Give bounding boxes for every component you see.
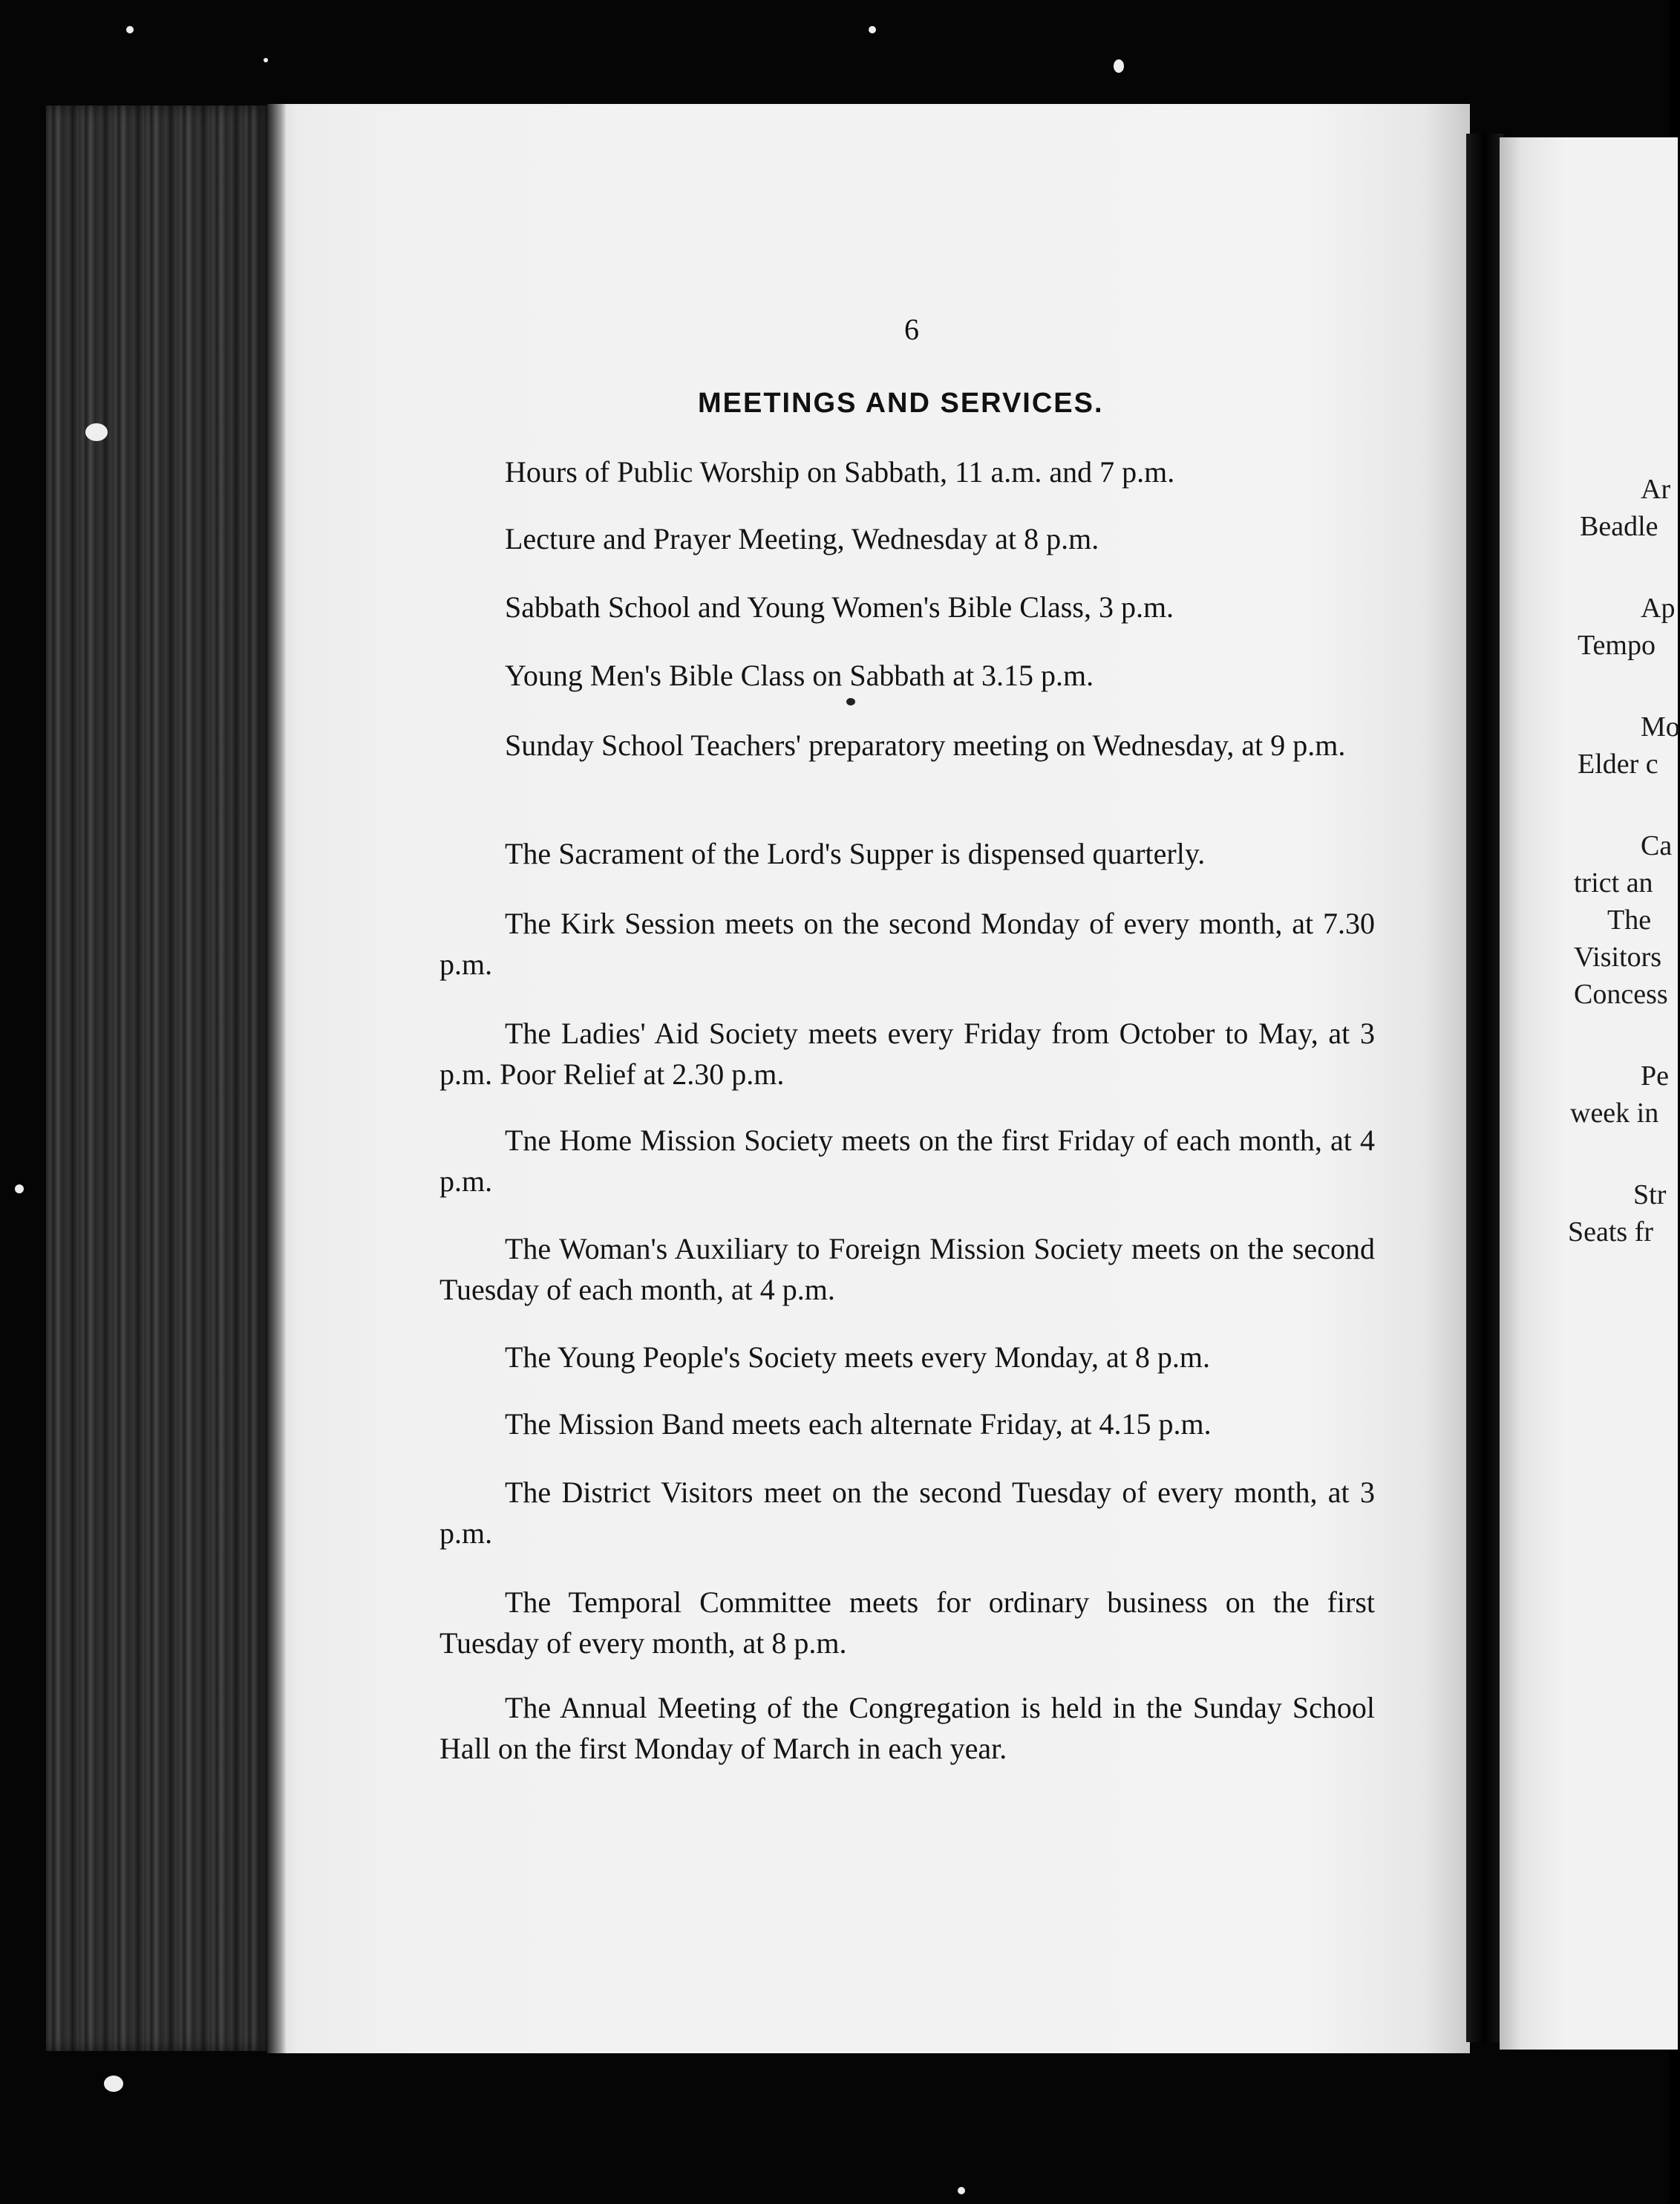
paragraph: The Mission Band meets each alternate Friday, at 4.15 p.m. bbox=[505, 1407, 1212, 1441]
facing-fragment: Ca bbox=[1641, 830, 1673, 861]
paragraph: The Young People's Society meets every Monday, at 8 p.m. bbox=[505, 1340, 1211, 1374]
paragraph: Sabbath School and Young Women's Bible Class, 3 p.m. bbox=[505, 590, 1174, 624]
book-gutter bbox=[1466, 134, 1503, 2042]
facing-fragment: Beadle bbox=[1580, 511, 1658, 542]
facing-fragment: Visitors bbox=[1574, 942, 1662, 973]
paragraph: The District Visitors meet on the second Tuesday of every month, at 3 p.m. bbox=[439, 1476, 1375, 1550]
section-heading: MEETINGS AND SERVICES. bbox=[698, 388, 1104, 419]
facing-fragment: Mo bbox=[1641, 711, 1680, 743]
paragraph: Lecture and Prayer Meeting, Wednesday at 8 p.m. bbox=[505, 522, 1099, 555]
facing-fragment: Concess bbox=[1574, 979, 1668, 1010]
scan-speck bbox=[846, 698, 855, 705]
paragraph: The Ladies' Aid Society meets every Friday from October to May, at 3 p.m. Poor Relief at 2.30 p.m. bbox=[439, 1017, 1375, 1091]
facing-fragment: Ap bbox=[1641, 593, 1676, 624]
scan-speck bbox=[85, 423, 108, 441]
facing-fragment: week in bbox=[1570, 1098, 1659, 1129]
scan-speck bbox=[126, 26, 134, 33]
facing-fragment: Ar bbox=[1641, 474, 1671, 505]
facing-fragment: Str bbox=[1633, 1179, 1667, 1210]
scan-speck bbox=[104, 2076, 123, 2092]
paragraph: The Annual Meeting of the Congregation is held in the Sunday School Hall on the first Monday of March in each year. bbox=[439, 1691, 1375, 1765]
paragraph: The Temporal Committee meets for ordinary business on the first Tuesday of every month, at 8 p.m. bbox=[439, 1585, 1375, 1660]
facing-fragment: Seats fr bbox=[1568, 1216, 1654, 1248]
paragraph: Young Men's Bible Class on Sabbath at 3.15 p.m. bbox=[505, 659, 1094, 692]
scan-speck bbox=[958, 2187, 965, 2194]
page-number: 6 bbox=[904, 313, 919, 346]
facing-fragment: Tempo bbox=[1578, 630, 1656, 661]
facing-page bbox=[1500, 137, 1678, 2050]
paragraph: The Kirk Session meets on the second Monday of every month, at 7.30 p.m. bbox=[439, 907, 1375, 981]
paragraph: The Sacrament of the Lord's Supper is dispensed quarterly. bbox=[505, 837, 1206, 870]
facing-fragment: The bbox=[1607, 904, 1652, 936]
facing-fragment: Elder c bbox=[1578, 749, 1658, 780]
scan-speck bbox=[869, 26, 876, 33]
paragraph: Tne Home Mission Society meets on the first Friday of each month, at 4 p.m. bbox=[439, 1124, 1375, 1198]
page-edges bbox=[46, 105, 269, 2051]
paragraph: Sunday School Teachers' preparatory meeting on Wednesday, at 9 p.m. bbox=[505, 728, 1346, 762]
facing-fragment: Pe bbox=[1641, 1060, 1669, 1092]
scan-speck bbox=[1114, 59, 1124, 73]
paragraph: The Woman's Auxiliary to Foreign Mission Society meets on the second Tuesday of each month, at 4 p.m. bbox=[439, 1232, 1375, 1306]
facing-fragment: trict an bbox=[1574, 867, 1653, 899]
scan-speck bbox=[264, 58, 268, 62]
scan-speck bbox=[15, 1184, 24, 1193]
paragraph: Hours of Public Worship on Sabbath, 11 a.m. and 7 p.m. bbox=[505, 455, 1175, 489]
